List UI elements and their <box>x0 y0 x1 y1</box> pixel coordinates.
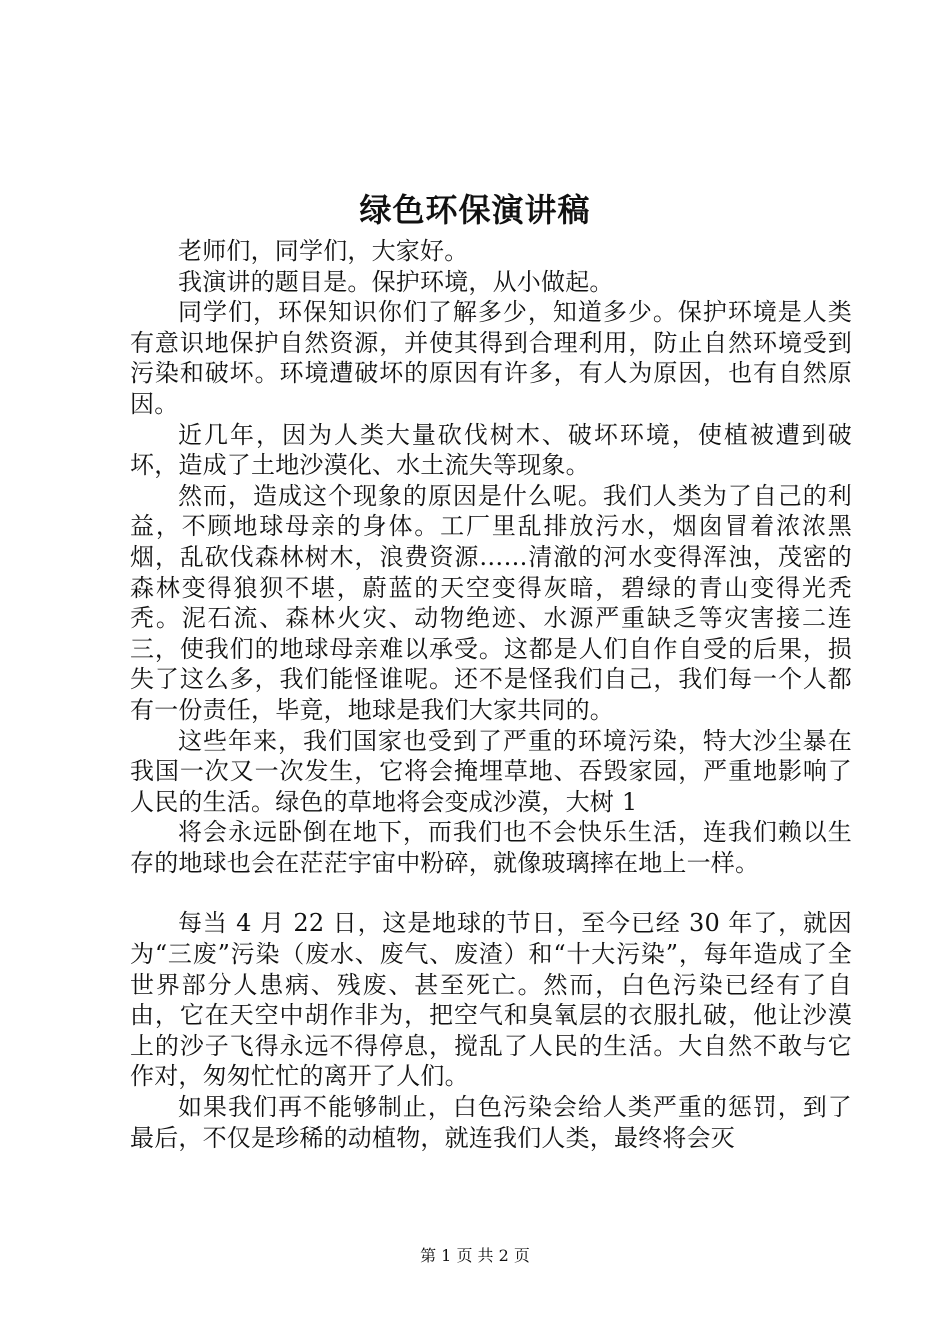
paragraph-greeting: 老师们，同学们，大家好。 <box>178 237 469 265</box>
paragraph: 将会永远卧倒在地下，而我们也不会快乐生活，连我们赖以生存的地球也会在茫茫宇宙中粉碎，就像玻璃摔在地上一样。 <box>130 818 852 877</box>
paragraph-topic: 我演讲的题目是。保护环境，从小做起。 <box>178 267 614 296</box>
paragraph: 同学们，环保知识你们了解多少，知道多少。保护环境是人类有意识地保护自然资源，并使其得到合理利用，防止自然环境受到污染和破坏。环境遭破坏的原因有许多，有人为原因，也有自然原因。 <box>130 298 852 418</box>
paragraph: 这些年来，我们国家也受到了严重的环境污染，特大沙尘暴在我国一次又一次发生，它将会掩埋草地、吞毁家园，严重地影响了人民的生活。绿色的草地将会变成沙漠，大树 1 <box>130 726 852 816</box>
paragraph: 然而，造成这个现象的原因是什么呢。我们人类为了自己的利益，不顾地球母亲的身体。工厂里乱排放污水，烟囱冒着浓浓黑烟，乱砍伐森林树木，浪费资源……清澈的河水变得浑浊，茂密的森林变得狼狈不堪，蔚蓝的天空变得灰暗，碧绿的青山变得光秃秃。泥石流、森林火灾、动物绝迹、水源严重缺乏等灾害接二连三，使我们的地球母亲难以承受。这都是人们自作自受的后果，损失了这么多，我们能怪谁呢。还不是怪我们自己，我们每一个人都有一份责任，毕竟，地球是我们大家共同的。 <box>130 481 852 724</box>
document-title: 绿色环保演讲稿 <box>359 191 591 229</box>
document-body <box>130 236 852 1153</box>
page-footer: 第 1 页 共 2 页 <box>420 1246 530 1265</box>
paragraph: 如果我们再不能够制止，白色污染会给人类严重的惩罚，到了最后，不仅是珍稀的动植物，就连我们人类，最终将会灭 <box>130 1093 852 1152</box>
paragraph: 近几年，因为人类大量砍伐树木、破坏环境，使植被遭到破坏，造成了土地沙漠化、水土流失等现象。 <box>130 420 852 480</box>
paragraph: 每当 4 月 22 日，这是地球的节日，至今已经 30 年了，就因为“三废”污染（废水、废气、废渣）和“十大污染”，每年造成了全世界部分人患病、残废、甚至死亡。然而，白色污染已经有了自由，它在天空中胡作非为，把空气和臭氧层的衣服扎破，他让沙漠上的沙子飞得永远不得停息，搅乱了人民的生活。大自然不敢与它作对，匆匆忙忙的离开了人们。 <box>130 909 852 1091</box>
